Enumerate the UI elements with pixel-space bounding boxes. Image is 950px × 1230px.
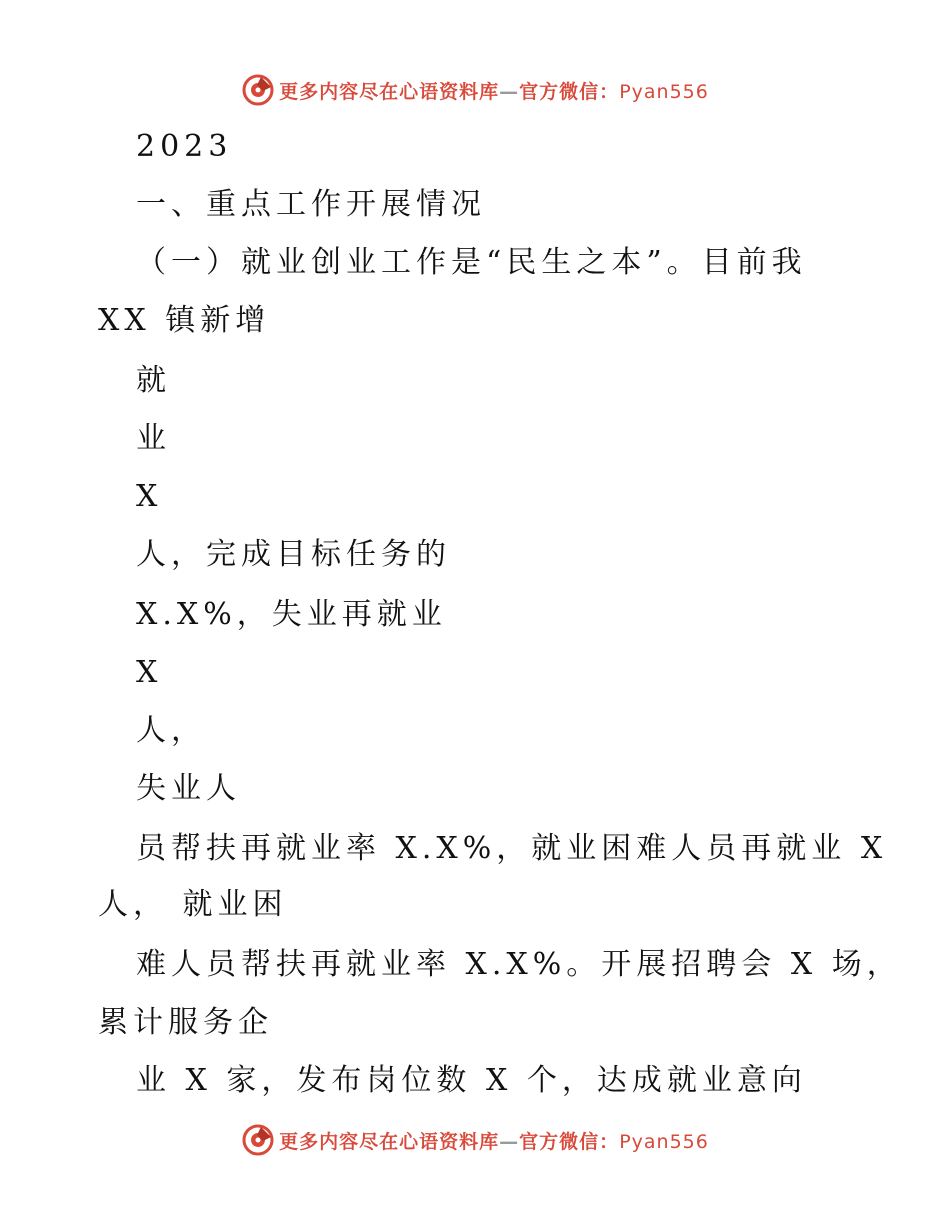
- watermark-dash: —: [499, 1130, 520, 1153]
- watermark-site-text: 更多内容尽在心语资料库: [279, 1130, 500, 1153]
- doc-line: 2023: [136, 129, 233, 164]
- doc-line: XX 镇新增: [98, 303, 271, 338]
- doc-line: 累计服务企: [98, 1005, 273, 1040]
- pen-logo-icon: [241, 1123, 275, 1157]
- watermark-wechat-label: 官方微信：: [519, 1130, 620, 1153]
- watermark-site-text: 更多内容尽在心语资料库: [279, 80, 500, 103]
- doc-line: （一）就业创业工作是“民生之本”。目前我: [136, 245, 807, 280]
- watermark-wechat-id: Pyan556: [619, 1130, 709, 1153]
- watermark-dash: —: [499, 80, 520, 103]
- doc-line: X: [136, 479, 163, 514]
- doc-line: 难人员帮扶再就业率 X.X%。开展招聘会 X 场，: [136, 947, 902, 982]
- watermark-wechat-label: 官方微信：: [519, 80, 620, 103]
- watermark-wechat-id: Pyan556: [619, 80, 709, 103]
- doc-line: 人，: [136, 713, 206, 748]
- section-heading: 一、重点工作开展情况: [136, 187, 486, 222]
- doc-line: 业: [136, 421, 171, 456]
- doc-line: 人， 就业困: [98, 887, 288, 922]
- doc-line: 失业人: [136, 771, 241, 806]
- doc-line: 人，完成目标任务的: [136, 537, 451, 572]
- doc-line: 业 X 家，发布岗位数 X 个，达成就业意向: [136, 1063, 807, 1098]
- watermark-footer: [0, 1120, 950, 1160]
- doc-line: X.X%，失业再就业: [136, 597, 447, 632]
- doc-line: 就: [136, 363, 171, 398]
- doc-line: X: [136, 655, 163, 690]
- watermark-text: [279, 1127, 709, 1154]
- doc-line: 员帮扶再就业率 X.X%，就业困难人员再就业 X: [136, 831, 888, 866]
